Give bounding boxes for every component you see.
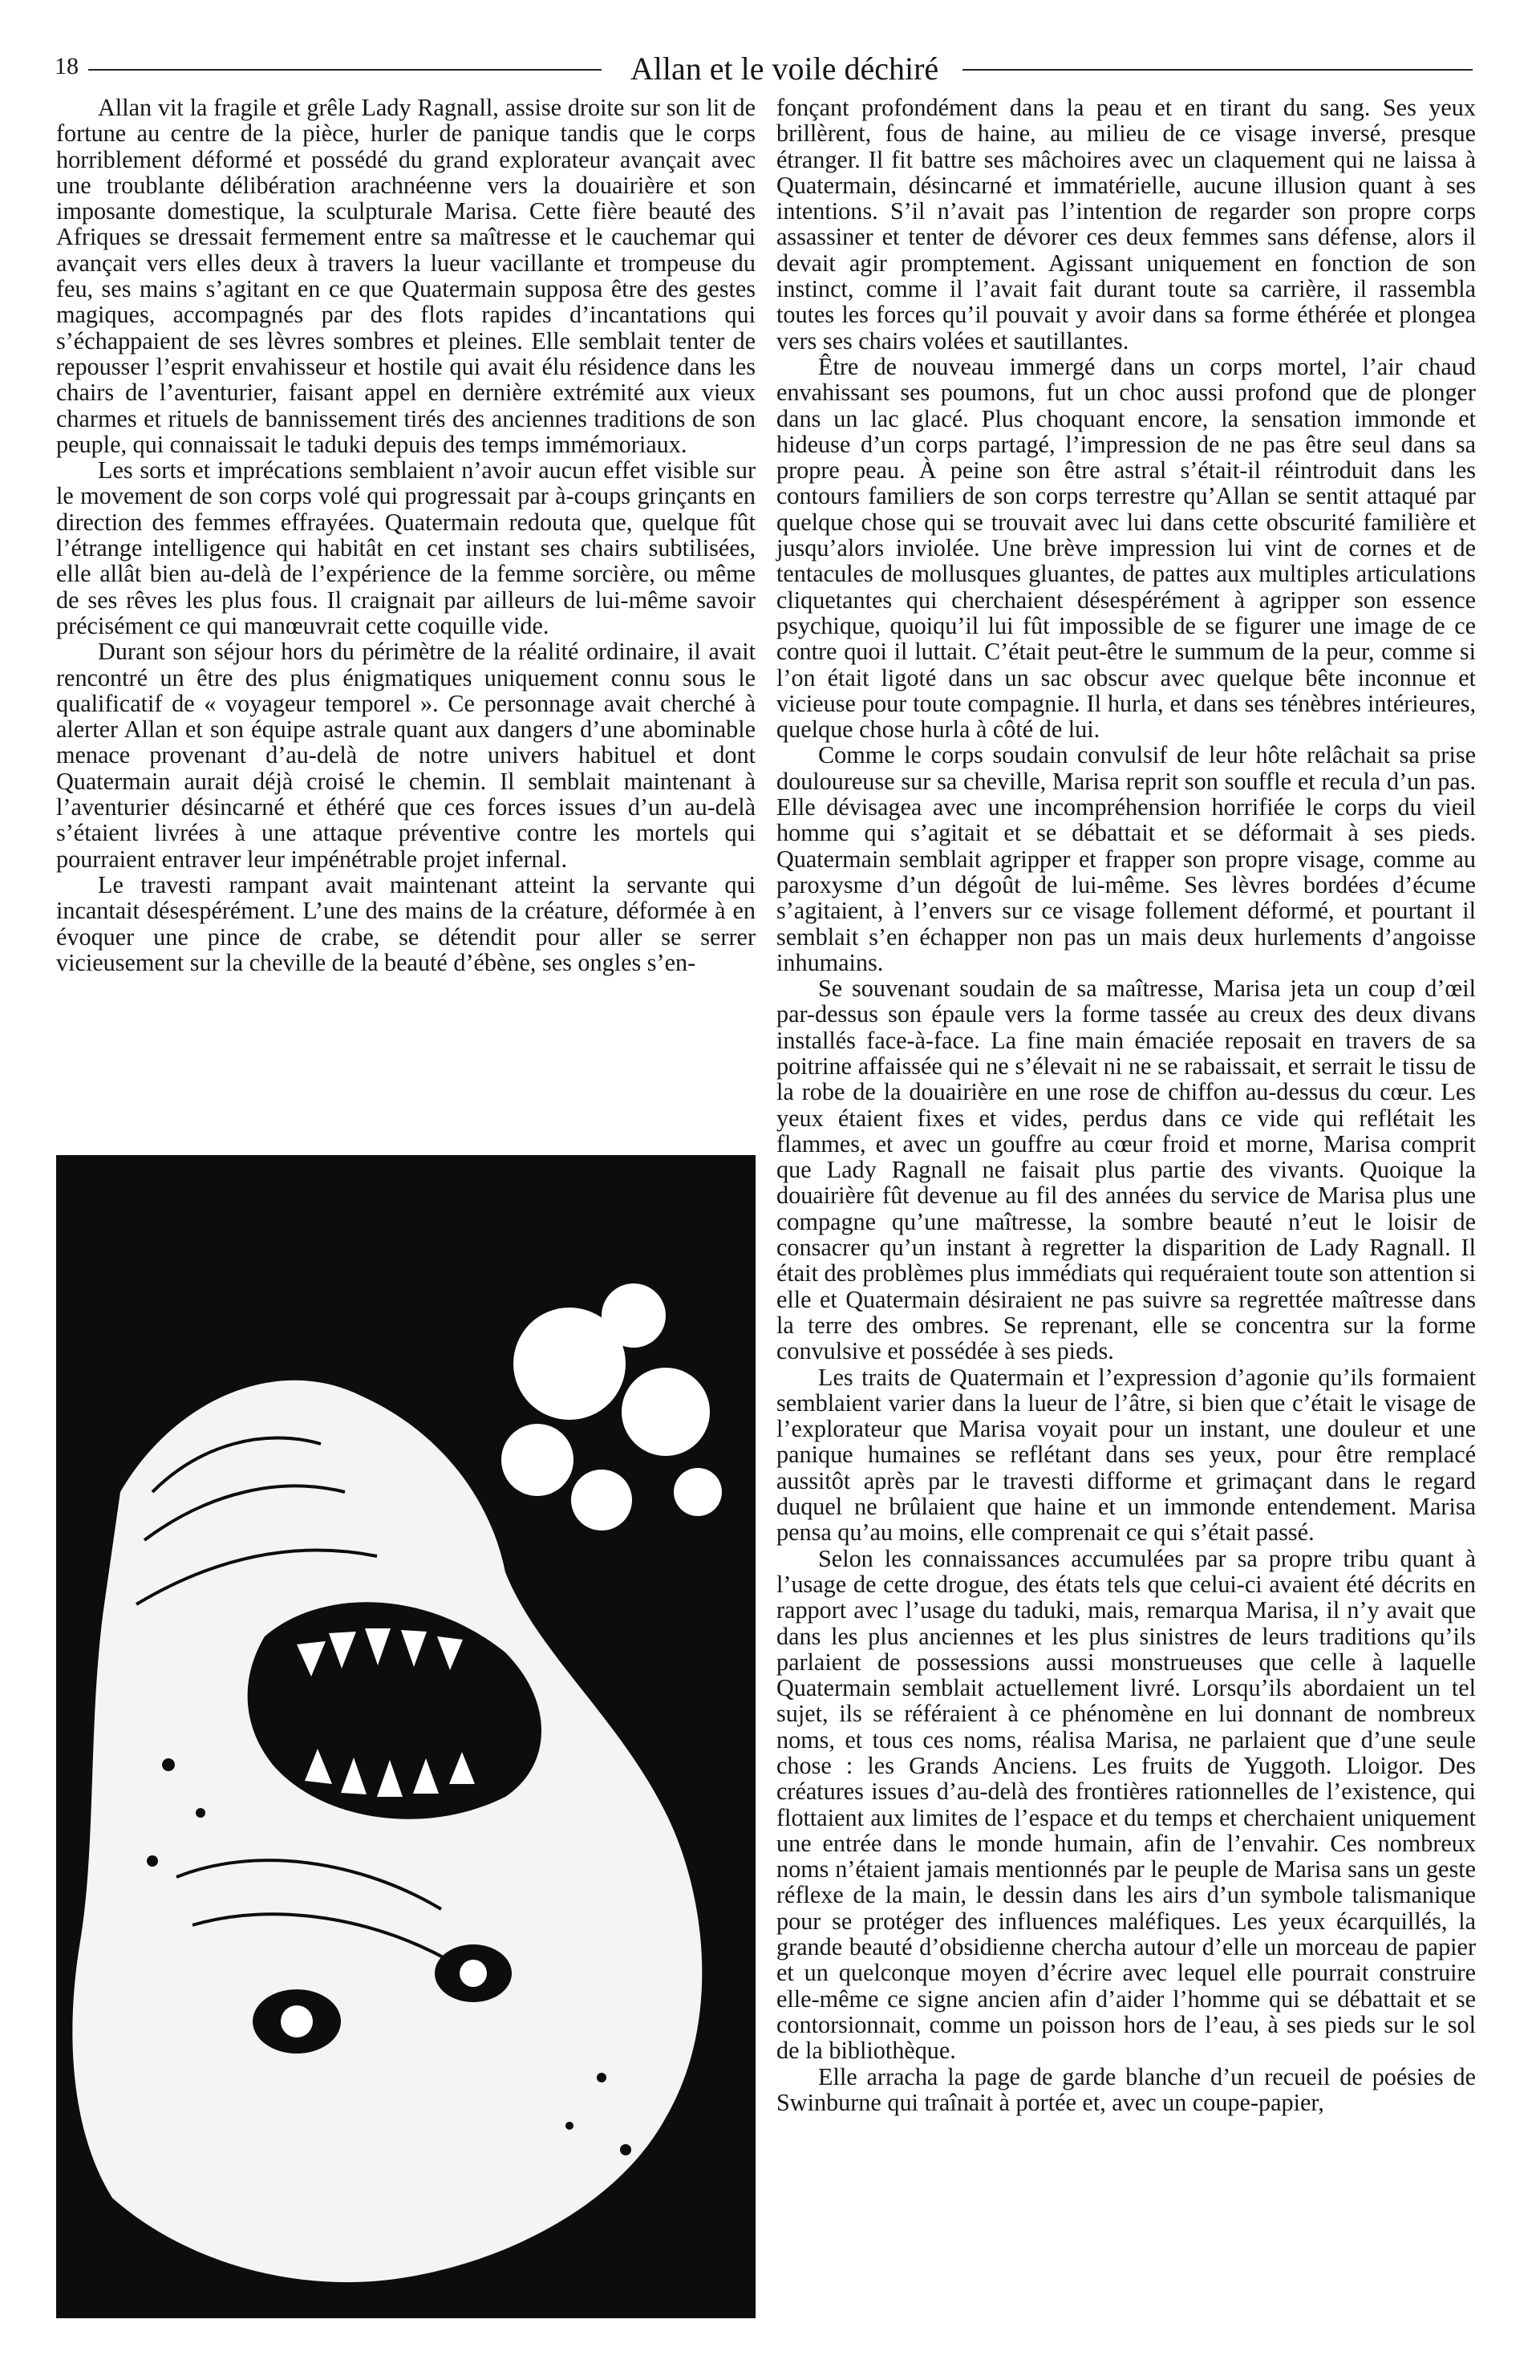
running-title: Allan et le voile déchiré bbox=[630, 51, 939, 87]
paragraph: Se souvenant soudain de sa maîtresse, Marisa jeta un coup d’œil par-dessus son épaule vers la forme tassée au creux des deux divans installés face-à-face. La fine main émaciée reposait en travers de sa poitrine affaissée qui ne s’élevait ni ne se rabaissait, et serrait le tissu de la robe de la douairière en une rose de chiffon au-dessus du cœur. Les yeux étaient fixes et vides, perdus dans ce vide qui reflétait les flammes, et avec un gouffre au cœur froid et morne, Marisa comprit que Lady Ragnall ne faisait plus partie des vivants. Quoique la douairière fût devenue au fil des années du service de Marisa plus une compagne qu’une maîtresse, la sombre beauté n’eut le loisir de consacrer qu’un instant à regretter la disparition de Lady Ragnall. Il était des problèmes plus immédiats qui requéraient toute son attention si elle et Quatermain désiraient ne pas suivre sa regrettée maîtresse dans la terre des ombres. Se reprenant, elle se concentra sur la forme convulsive et possédée à ses pieds. bbox=[776, 975, 1476, 1365]
running-header bbox=[55, 50, 1473, 90]
paragraph: fonçant profondément dans la peau et en tirant du sang. Ses yeux brillèrent, fous de haine, au milieu de ce visage inversé, presque étranger. Il fit battre ses mâchoires avec un claquement qui ne laissa à Quatermain, désincarné et immatérielle, aucune illusion quant à ses intentions. S’il n’avait pas l’intention de regarder son propre corps assassiner et tenter de dévorer ces deux femmes sans défense, alors il devait agir promptement. Agissant uniquement en fonction de son instinct, comme il l’avait fait durant toute sa carrière, il rassembla toutes les forces qu’il pouvait y avoir dans sa forme éthérée et plongea vers ses chairs volées et sautillantes. bbox=[776, 94, 1476, 355]
paragraph: Selon les connaissances accumulées par sa propre tribu quant à l’usage de cette drogue, des états tels que celui-ci avaient été décrits en rapport avec l’usage du taduki, mais, remarqua Marisa, il n’y avait que dans les plus anciennes et les plus sinistres de leurs traditions qu’ils parlaient de possessions aussi monstrueuses que celle à laquelle Quatermain semblait actuellement livré. Lorsqu’ils abordaient un tel sujet, ils se référaient à ce phénomène en lui donnant de nombreux noms, et tous ces noms, réalisa Marisa, ne parlaient que d’une seule chose : les Grands Anciens. Les fruits de Yuggoth. Lloigor. Des créatures issues d’au-delà des frontières rationnelles de l’existence, qui flottaient aux limites de l’espace et du temps et cherchaient uniquement une entrée dans le monde humain, afin de l’envahir. Ces nombreux noms n’étaient jamais mentionnés par le peuple de Marisa sans un geste réflexe de la main, le dessin dans les airs d’un symbole talismanique pour se protéger des influences maléfiques. Les yeux écarquillés, la grande beauté d’obsidienne chercha autour d’elle un morceau de papier et un quelconque moyen d’écrire avec lequel elle pourrait construire elle-même ce signe ancien afin d’aider l’homme qui se débattait et se contorsionnait, comme un poisson hors de l’eau, à ses pieds sur le sol de la bibliothèque. bbox=[776, 1544, 1476, 2065]
right-column bbox=[776, 95, 1476, 2115]
paragraph: Allan vit la fragile et grêle Lady Ragnall, assise droite sur son lit de fortune au centre de la pièce, hurler de panique tandis que le corps horriblement déformé et possédé du grand explorateur avançait avec une troublante délibération arachnéenne vers la douairière et son imposante domestique, la sculpturale Marisa. Cette fière beauté des Afriques se dressait fermement entre sa maîtresse et le cauchemar qui avançait vers elles deux à travers la lueur vacillante et trompeuse du feu, ses mains s’agitant en ce que Quatermain supposa être des gestes magiques, accompagnés par des flots rapides d’incantations qui s’échappaient de ses lèvres sombres et pleines. Elle semblait tenter de repousser l’esprit envahisseur et hostile qui avait élu résidence dans les chairs de l’aventurier, faisant appel en dernière extrémité aux vieux charmes et rituels de bannissement tirés des anciennes traditions de son peuple, qui connaissait le taduki depuis des temps immémoriaux. bbox=[56, 94, 756, 458]
paragraph: Les sorts et imprécations semblaient n’avoir aucun effet visible sur le movement de son corps volé qui progressait par à-coups grinçants en direction des femmes effrayées. Quatermain redouta que, quelque fût l’étrange intelligence qui habitât en cet instant ses chairs subtilisées, elle allât bien au-delà de l’expérience de la femme sorcière, ou même de ses rêves les plus fous. Il craignait par ailleurs de lui-même savoir précisément ce qui manœuvrait cette coquille vide. bbox=[56, 456, 756, 639]
paragraph: Les traits de Quatermain et l’expression d’agonie qu’ils formaient semblaient varier dans la lueur de l’âtre, si bien que c’était le visage de l’explorateur que Marisa voyait pour un instant, une douleur et une panique humaines se reflétant dans ses yeux, pour être remplacé aussitôt après par le travesti difforme et grimaçant dans le regard duquel ne brûlaient que haine et un immonde entendement. Marisa pensa qu’au moins, elle comprenait ce qui s’était passé. bbox=[776, 1363, 1476, 1547]
paragraph: Elle arracha la page de garde blanche d’un recueil de poésies de Swinburne qui traînait à portée et, avec un coupe-papier, bbox=[776, 2062, 1476, 2116]
illustration bbox=[56, 1155, 756, 2318]
header-rule-right bbox=[962, 69, 1473, 71]
paragraph: Comme le corps soudain convulsif de leur hôte relâchait sa prise douloureuse sur sa cheville, Marisa reprit son souffle et recula d’un pas. Elle dévisagea avec une incompréhension horrifiée le corps du vieil homme qui s’agitait et se débattait et se déformait à ses pieds. Quatermain semblait agripper et frapper son propre visage, comme au paroxysme d’un dégoût de lui-même. Ses lèvres bordées d’écume s’agitaient, à l’envers sur ce visage follement déformé, et pourtant il semblait s’en échapper non pas un mais deux hurlements d’angoisse inhumains. bbox=[776, 741, 1476, 976]
page-number: 18 bbox=[55, 53, 79, 79]
paragraph: Durant son séjour hors du périmètre de la réalité ordinaire, il avait rencontré un être des plus énigmatiques uniquement connu sous le qualificatif de « voyageur temporel ». Ce personnage avait cherché à alerter Allan et son équipe astrale quant aux dangers d’une abominable menace provenant d’au-delà de notre univers habituel et dont Quatermain aurait déjà croisé le chemin. Il semblait maintenant à l’aventurier désincarné et éthéré que ces forces issues d’un au-delà s’étaient livrées à une attaque préventive contre les mortels qui pourraient entraver leur impénétrable projet infernal. bbox=[56, 638, 756, 873]
left-column bbox=[56, 95, 756, 975]
paragraph: Être de nouveau immergé dans un corps mortel, l’air chaud envahissant ses poumons, fut un choc aussi profond que de plonger dans un lac glacé. Plus choquant encore, la sensation immonde et hideuse d’un corps partagé, l’impression de ne pas être seul dans sa propre peau. À peine son être astral s’était-il réintroduit dans les contours familiers de son corps terrestre qu’Allan se sentit attaqué par quelque chose qui se trouvait avec lui dans cette obscurité familière et jusqu’alors inviolée. Une brève impression lui vint de cornes et de tentacules de mollusques gluantes, de pattes aux multiples articulations cliquetantes qui cherchaient désespérément à agripper son essence psychique, quoiqu’il lui fût impossible de se figurer une image de ce contre quoi il luttait. C’était peut-être le summum de la peur, comme si l’on était ligoté dans un sac obscur avec quelque bête inconnue et vicieuse pour toute compagnie. Il hurla, et dans ses ténèbres intérieures, quelque chose hurla à côté de lui. bbox=[776, 352, 1476, 744]
paragraph: Le travesti rampant avait maintenant atteint la servante qui incantait désespérément. L’une des mains de la créature, déformée à en évoquer une pince de crabe, se détendit pour aller se serrer vicieusement sur la cheville de la beauté d’ébène, ses ongles s’en- bbox=[56, 870, 756, 976]
header-rule-left bbox=[88, 69, 602, 71]
